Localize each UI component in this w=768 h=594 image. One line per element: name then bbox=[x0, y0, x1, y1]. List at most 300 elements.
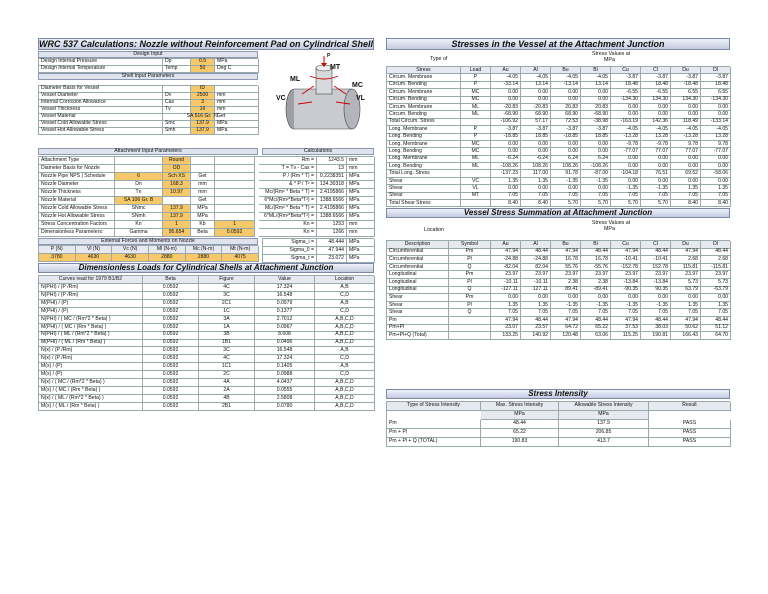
summation-cell: Q bbox=[449, 309, 491, 317]
mc-label: MC bbox=[352, 82, 363, 89]
dimensionless-cell: 0.0592 bbox=[143, 347, 199, 355]
stress-cell: 7.05 bbox=[671, 193, 701, 200]
stress-cell: 0.00 bbox=[611, 111, 641, 118]
intensity-unit: MPa bbox=[559, 411, 649, 420]
stress-cell: -9.78 bbox=[641, 141, 671, 148]
stress-cell: Shear bbox=[387, 178, 461, 185]
summation-cell: 127.11 bbox=[521, 287, 551, 295]
summation-cell: 7.05 bbox=[701, 309, 731, 317]
stress-cell: Circum. Membrane bbox=[387, 89, 461, 96]
intensity-header: Allowable Stress Intensity bbox=[559, 402, 649, 411]
spacer bbox=[387, 411, 481, 420]
force-value: 3780 bbox=[39, 254, 76, 262]
summation-cell: 0.00 bbox=[701, 294, 731, 302]
stress-cell: VC bbox=[461, 178, 491, 185]
stress-cell: 6.55 bbox=[671, 89, 701, 96]
stress-cell: 0.00 bbox=[701, 156, 731, 163]
stress-cell: ML bbox=[461, 111, 491, 118]
stress-cell: 9.78 bbox=[671, 141, 701, 148]
dimensionless-cell: N(PHI) / (P /Rm) bbox=[39, 284, 143, 292]
calc-unit: MPa bbox=[347, 205, 375, 213]
calc-formula: T = Tv - Cas = bbox=[259, 165, 317, 173]
summation-cell: -89.41 bbox=[581, 287, 611, 295]
stress-cell: 8.40 bbox=[491, 200, 521, 207]
summation-cell: -152.78 bbox=[611, 264, 641, 272]
attachment-param-symbol bbox=[115, 157, 163, 165]
summation-cell: 63.06 bbox=[581, 332, 611, 340]
summation-cell: 140.92 bbox=[521, 332, 551, 340]
stress-cell: 18.85 bbox=[521, 134, 551, 141]
intensity-cell: 48.44 bbox=[481, 420, 559, 429]
sigma-value: 23.072 bbox=[317, 255, 347, 263]
external-forces-table bbox=[38, 245, 258, 262]
summation-cell: 16.78 bbox=[551, 256, 581, 264]
attachment-param-extra bbox=[215, 157, 255, 165]
calc-formula: 6*Mc/(Rm²*Beta*T²) = bbox=[259, 197, 317, 205]
dimensionless-cell: 0.0979 bbox=[255, 300, 315, 308]
stress-cell: -13.14 bbox=[551, 82, 581, 89]
stress-cell: 0.00 bbox=[491, 148, 521, 155]
dimensionless-cell: 0.0592 bbox=[143, 316, 199, 324]
calc-formula: Kn = bbox=[259, 229, 317, 237]
attachment-param-unit bbox=[191, 165, 215, 173]
calc-value: 2.4195866 bbox=[317, 189, 347, 197]
attachment-param-value bbox=[163, 197, 191, 205]
summation-cell: 48.44 bbox=[581, 317, 611, 325]
dimensionless-cell: A,B,C,D bbox=[315, 387, 375, 395]
summation-cell: 0.00 bbox=[671, 294, 701, 302]
shell-param-unit: mm bbox=[215, 93, 259, 100]
attachment-param-label: Nozzle Thickness bbox=[39, 189, 115, 197]
design-input-table bbox=[38, 58, 258, 73]
calc-formula: P / (Rm * T) = bbox=[259, 173, 317, 181]
shell-param-unit: Get bbox=[215, 114, 259, 121]
location-label: Location bbox=[424, 227, 445, 233]
stress-header: Al bbox=[521, 67, 551, 74]
stress-cell: -6.24 bbox=[491, 156, 521, 163]
summation-cell: 2.68 bbox=[701, 256, 731, 264]
stress-cell: 0.00 bbox=[611, 163, 641, 170]
sigma-unit: MPa bbox=[347, 239, 375, 247]
dimensionless-cell: 8.608 bbox=[255, 332, 315, 340]
intensity-cell: 190.83 bbox=[481, 438, 559, 447]
stress-cell: MT bbox=[461, 193, 491, 200]
stress-cell: 0.00 bbox=[551, 89, 581, 96]
stress-cell: Long. Membrane bbox=[387, 156, 461, 163]
stress-cell: P bbox=[461, 74, 491, 81]
shell-param-value: 3 bbox=[191, 100, 215, 107]
stress-cell: 68.90 bbox=[551, 111, 581, 118]
stress-cell: -18.85 bbox=[551, 134, 581, 141]
sigma-formula: Sigma_i = bbox=[263, 239, 317, 247]
attachment-param-symbol: Kn bbox=[115, 221, 163, 229]
shell-param-label: Vessel Diameter bbox=[39, 93, 163, 100]
summation-cell: 0.00 bbox=[611, 294, 641, 302]
stress-cell: -4.05 bbox=[611, 126, 641, 133]
stress-cell: 134.30 bbox=[641, 97, 671, 104]
attachment-param-symbol: Tn bbox=[115, 189, 163, 197]
dimensionless-header: Value bbox=[255, 276, 315, 284]
shell-input-table bbox=[38, 85, 258, 135]
stress-cell: 0.00 bbox=[551, 141, 581, 148]
summation-cell: 55.76 bbox=[551, 264, 581, 272]
attachment-param-value: OD bbox=[163, 165, 191, 173]
stress-cell: Shear bbox=[387, 193, 461, 200]
summation-cell: Shear bbox=[387, 309, 449, 317]
sum-sv-label: Stress Values at bbox=[592, 220, 631, 226]
summation-cell: Circumferential bbox=[387, 249, 449, 257]
summation-cell: -13.84 bbox=[611, 279, 641, 287]
summation-header: Cu bbox=[611, 241, 641, 249]
stress-cell: 9.78 bbox=[701, 141, 731, 148]
calc-value: 1253 bbox=[317, 221, 347, 229]
intensity-cell: 65.22 bbox=[481, 429, 559, 438]
stress-cell: -4.05 bbox=[641, 126, 671, 133]
left-title-banner: WRC 537 Calculations: Nozzle without Reinforcement Pad on Cylindrical Shell bbox=[38, 38, 374, 49]
stress-cell: -108.26 bbox=[491, 163, 521, 170]
stress-cell: 1.35 bbox=[701, 185, 731, 192]
calc-unit: MPa bbox=[347, 197, 375, 205]
summation-cell: Pm+Pl+Q (Total) bbox=[387, 332, 449, 340]
dimensionless-cell: A,B,C,D bbox=[315, 324, 375, 332]
dimensionless-cell: 2.5808 bbox=[255, 395, 315, 403]
calc-value: 1388.6566 bbox=[317, 197, 347, 205]
attachment-param-value: 137.9 bbox=[163, 213, 191, 221]
stress-cell: 72.53 bbox=[551, 119, 581, 126]
summation-cell: 38.03 bbox=[641, 325, 671, 333]
stress-cell: -1.35 bbox=[581, 178, 611, 185]
summation-cell: 63.79 bbox=[671, 287, 701, 295]
dimensionless-cell: A,B,C,D bbox=[315, 332, 375, 340]
design-input-value: 0.5 bbox=[191, 59, 215, 66]
force-header: Ml (N-m) bbox=[149, 246, 186, 254]
stress-cell: 20.83 bbox=[551, 104, 581, 111]
intensity-cell: 413.7 bbox=[559, 438, 649, 447]
attachment-param-unit: Get bbox=[191, 197, 215, 205]
dimensionless-cell: 0.0592 bbox=[143, 308, 199, 316]
stress-header: Au bbox=[491, 67, 521, 74]
stress-cell: 0.00 bbox=[521, 141, 551, 148]
force-value: 4075 bbox=[222, 254, 259, 262]
stress-cell: -9.78 bbox=[611, 141, 641, 148]
summation-cell: 51.12 bbox=[701, 325, 731, 333]
sigma-unit: MPa bbox=[347, 255, 375, 263]
dimensionless-cell: A,B bbox=[315, 284, 375, 292]
summation-cell: 23.97 bbox=[551, 271, 581, 279]
summation-cell: 48.44 bbox=[521, 249, 551, 257]
attachment-param-label: Nozzle Pipe NPS | Schedule bbox=[39, 173, 115, 181]
dimensionless-cell: 16.548 bbox=[255, 347, 315, 355]
stress-cell: -4.05 bbox=[491, 74, 521, 81]
summation-cell: 48.44 bbox=[701, 249, 731, 257]
dimensionless-cell: 3C bbox=[199, 292, 255, 300]
dimensionless-header: Figure bbox=[199, 276, 255, 284]
stress-header: Bu bbox=[551, 67, 581, 74]
stress-cell: -137.23 bbox=[491, 170, 521, 177]
summation-cell: Pm bbox=[449, 249, 491, 257]
stress-cell: 0.00 bbox=[671, 163, 701, 170]
calc-formula: & * P / T² = bbox=[259, 181, 317, 189]
dimensionless-cell: 0.0780 bbox=[255, 403, 315, 411]
summation-cell: -115.81 bbox=[701, 264, 731, 272]
dimensionless-cell: 17.324 bbox=[255, 284, 315, 292]
stress-cell: 91.78 bbox=[551, 170, 581, 177]
attachment-param-symbol: 6 bbox=[115, 173, 163, 181]
summation-cell: 190.81 bbox=[641, 332, 671, 340]
stress-cell: 13.14 bbox=[581, 82, 611, 89]
stress-cell: P bbox=[461, 126, 491, 133]
dimensionless-cell: C,D bbox=[315, 371, 375, 379]
stress-cell: 5.70 bbox=[611, 200, 641, 207]
summation-cell: -63.79 bbox=[701, 287, 731, 295]
stress-cell: 18.48 bbox=[701, 82, 731, 89]
dimensionless-cell: M(x) / (P) bbox=[39, 363, 143, 371]
stress-cell: 77.07 bbox=[641, 148, 671, 155]
dimensionless-header: Location bbox=[315, 276, 375, 284]
shell-param-value: 2500 bbox=[191, 93, 215, 100]
shell-param-value: SA 516 Gr. 70 bbox=[186, 113, 219, 120]
stress-cell: 0.00 bbox=[701, 163, 731, 170]
attachment-param-label: Nozzle Material bbox=[39, 197, 115, 205]
summation-cell: -10.41 bbox=[641, 256, 671, 264]
stress-cell: 0.00 bbox=[701, 178, 731, 185]
attachment-param-extra bbox=[215, 197, 255, 205]
dimensionless-cell: 4C bbox=[199, 355, 255, 363]
stress-cell: 5.70 bbox=[581, 200, 611, 207]
intensity-unit: MPa bbox=[481, 411, 559, 420]
summation-cell: -1.35 bbox=[581, 302, 611, 310]
dimensionless-cell: 0.0592 bbox=[143, 387, 199, 395]
summation-cell: -82.04 bbox=[491, 264, 521, 272]
force-header: Mc (N-m) bbox=[186, 246, 223, 254]
stress-cell: -3.87 bbox=[611, 74, 641, 81]
vc-label: VC bbox=[276, 95, 286, 102]
summation-cell: Q bbox=[449, 264, 491, 272]
stress-cell: 0.00 bbox=[581, 148, 611, 155]
attachment-param-symbol: SNmc bbox=[115, 205, 163, 213]
stress-cell: -20.83 bbox=[491, 104, 521, 111]
stress-cell: 7.05 bbox=[521, 193, 551, 200]
intensity-cell: Pm bbox=[387, 420, 481, 429]
attachment-param-extra bbox=[215, 205, 255, 213]
dimensionless-cell: 3A bbox=[199, 316, 255, 324]
summation-cell: 2.68 bbox=[671, 256, 701, 264]
dimensionless-cell: M(x) / (P) bbox=[39, 371, 143, 379]
shell-param-symbol: Smc bbox=[163, 121, 191, 128]
summation-cell: 7.05 bbox=[521, 309, 551, 317]
design-input-header: Design Input bbox=[38, 51, 258, 58]
stress-cell: 13.28 bbox=[701, 134, 731, 141]
summation-cell: 7.05 bbox=[581, 309, 611, 317]
stress-cell: 0.00 bbox=[641, 156, 671, 163]
stress-cell bbox=[461, 200, 491, 207]
attachment-param-label: Dimensionless Parameters: bbox=[39, 229, 115, 237]
stress-cell: -38.98 bbox=[581, 119, 611, 126]
attachment-param-symbol: SNmh bbox=[115, 213, 163, 221]
stress-cell: -4.05 bbox=[581, 74, 611, 81]
dimensionless-header: Beta bbox=[143, 276, 199, 284]
stress-cell: -6.24 bbox=[521, 156, 551, 163]
summation-cell: 65.22 bbox=[581, 325, 611, 333]
dimensionless-cell: 2C bbox=[199, 371, 255, 379]
stress-cell: 0.00 bbox=[491, 185, 521, 192]
summation-cell: 7.05 bbox=[491, 309, 521, 317]
stress-cell: Circum. Bending bbox=[387, 111, 461, 118]
stress-table bbox=[386, 66, 730, 207]
summation-cell: 48.44 bbox=[641, 317, 671, 325]
intensity-cell: Pm + Pl + Q (TOTAL) bbox=[387, 438, 481, 447]
stress-cell: 6.24 bbox=[551, 156, 581, 163]
stress-cell: 108.26 bbox=[521, 163, 551, 170]
dimensionless-cell: 0.0496 bbox=[255, 340, 315, 348]
stress-cell: 1.35 bbox=[521, 178, 551, 185]
calc-value: 2.4195866 bbox=[317, 205, 347, 213]
dimensionless-cell: 0.0592 bbox=[143, 395, 199, 403]
calc-unit: mm bbox=[347, 221, 375, 229]
sigma-formula: Sigma_0 = bbox=[263, 247, 317, 255]
calc-formula: Mc/(Rm² * Beta * T) = bbox=[259, 189, 317, 197]
stress-cell: 0.00 bbox=[701, 104, 731, 111]
attachment-param-value: 10.97 bbox=[163, 189, 191, 197]
stress-cell: -77.07 bbox=[701, 148, 731, 155]
shell-param-label: Vessel Cold Allowable Stress bbox=[39, 121, 163, 128]
summation-cell: 47.94 bbox=[671, 249, 701, 257]
stress-cell: -4.05 bbox=[521, 74, 551, 81]
dimensionless-cell: 0.0988 bbox=[255, 371, 315, 379]
dimensionless-cell: 2B1 bbox=[199, 403, 255, 411]
dimensionless-cell: 0.0592 bbox=[143, 340, 199, 348]
summation-cell: Pl bbox=[449, 279, 491, 287]
dimensionless-cell: C,D bbox=[315, 355, 375, 363]
stress-cell: 5.70 bbox=[641, 200, 671, 207]
dimensionless-cell: C,D bbox=[315, 308, 375, 316]
summation-cell: 48.44 bbox=[641, 249, 671, 257]
summation-cell: 1.35 bbox=[521, 302, 551, 310]
force-header: P (N) bbox=[39, 246, 76, 254]
stress-cell: 117.00 bbox=[521, 170, 551, 177]
dimensionless-cell: 2C1 bbox=[199, 300, 255, 308]
stress-cell: -20.83 bbox=[521, 104, 551, 111]
shell-param-label: Vessel Hot Allowable Stress bbox=[39, 128, 163, 135]
summation-header: Bu bbox=[551, 241, 581, 249]
attachment-param-unit: Beta bbox=[191, 229, 215, 237]
stress-cell: -3.87 bbox=[491, 126, 521, 133]
stress-cell: 142.36 bbox=[641, 119, 671, 126]
summation-header: Cl bbox=[641, 241, 671, 249]
summation-cell: Pm bbox=[449, 294, 491, 302]
sigma-formula: Sigma_t = bbox=[263, 255, 317, 263]
stress-cell: 0.00 bbox=[671, 111, 701, 118]
stress-cell: -3.87 bbox=[641, 74, 671, 81]
attachment-param-label: Nozzle Diameter bbox=[39, 181, 115, 189]
shell-param-label: Diameter Basis for Vessel bbox=[39, 86, 163, 93]
summation-cell: 23.97 bbox=[611, 271, 641, 279]
stress-cell: -87.00 bbox=[581, 170, 611, 177]
stress-cell: Long. Membrane bbox=[387, 126, 461, 133]
summation-cell: Longitudinal bbox=[387, 271, 449, 279]
stress-cell: 18.48 bbox=[641, 82, 671, 89]
force-value: 4630 bbox=[112, 254, 149, 262]
dimensionless-cell: 0.0592 bbox=[143, 379, 199, 387]
attachment-param-unit: MPa bbox=[191, 213, 215, 221]
force-header: Vc (N) bbox=[112, 246, 149, 254]
summation-cell: 5.73 bbox=[701, 279, 731, 287]
summation-cell: 23.97 bbox=[671, 271, 701, 279]
stress-cell: 0.00 bbox=[521, 148, 551, 155]
summation-header: Dl bbox=[701, 241, 731, 249]
stress-cell: 0.00 bbox=[551, 97, 581, 104]
p-label: P bbox=[327, 53, 331, 59]
force-header: Mt (N-m) bbox=[222, 246, 259, 254]
dimensionless-cell: 3B bbox=[199, 332, 255, 340]
stress-cell: 0.00 bbox=[641, 104, 671, 111]
summation-cell: -10.11 bbox=[491, 279, 521, 287]
dimensionless-cell: 0.0555 bbox=[255, 387, 315, 395]
dimensionless-cell: A,B bbox=[315, 363, 375, 371]
stress-cell: MC bbox=[461, 148, 491, 155]
stress-cell: 1.35 bbox=[671, 185, 701, 192]
stress-header: Bl bbox=[581, 67, 611, 74]
design-input-symbol: Temp bbox=[163, 66, 191, 73]
summation-cell: Pm bbox=[449, 271, 491, 279]
summation-cell: 47.94 bbox=[491, 317, 521, 325]
force-value: 4630 bbox=[76, 254, 113, 262]
dimensionless-cell: 1B1 bbox=[199, 340, 255, 348]
stress-cell: 118.49 bbox=[671, 119, 701, 126]
stress-cell: Shear bbox=[387, 185, 461, 192]
calc-unit: MPa bbox=[347, 181, 375, 189]
stress-cell: P bbox=[461, 82, 491, 89]
intensity-cell: PASS bbox=[649, 438, 731, 447]
stress-cell: Total Long. Stress bbox=[387, 170, 461, 177]
stress-cell: -133.14 bbox=[701, 119, 731, 126]
dimensionless-cell: 16.548 bbox=[255, 292, 315, 300]
stress-cell: -108.26 bbox=[581, 163, 611, 170]
summation-cell: 7.05 bbox=[641, 309, 671, 317]
dimensionless-cell: M(PHI) / (P) bbox=[39, 300, 143, 308]
design-input-unit: MPa bbox=[215, 59, 259, 66]
stress-cell: 0.00 bbox=[551, 185, 581, 192]
stress-cell: -1.35 bbox=[641, 185, 671, 192]
stress-cell: 7.05 bbox=[581, 193, 611, 200]
intensity-cell: 137.9 bbox=[559, 420, 649, 429]
attachment-param-unit: MPa bbox=[191, 205, 215, 213]
summation-cell: 1.35 bbox=[491, 302, 521, 310]
dimensionless-cell: A,B,C,D bbox=[315, 403, 375, 411]
stress-header: Dl bbox=[701, 67, 731, 74]
summation-table bbox=[386, 240, 730, 340]
dimensionless-cell: 0.0967 bbox=[255, 324, 315, 332]
stress-cell: -6.55 bbox=[641, 89, 671, 96]
stress-cell: 0.00 bbox=[521, 185, 551, 192]
dimensionless-cell: A,B,C,D bbox=[315, 340, 375, 348]
stress-cell: 8.40 bbox=[671, 200, 701, 207]
stress-cell: -68.90 bbox=[491, 111, 521, 118]
calc-value: 1266 bbox=[317, 229, 347, 237]
dimensionless-cell: 0.0592 bbox=[143, 355, 199, 363]
shell-param-unit: MPa bbox=[215, 128, 259, 135]
stress-cell: -3.87 bbox=[701, 74, 731, 81]
force-value: 2880 bbox=[186, 254, 223, 262]
summation-cell: 47.94 bbox=[611, 317, 641, 325]
summation-cell: 23.97 bbox=[701, 271, 731, 279]
stress-intensity-banner: Stress Intensity bbox=[386, 389, 730, 399]
summation-cell: 64.70 bbox=[701, 332, 731, 340]
attachment-param-extra bbox=[215, 213, 255, 221]
summation-cell bbox=[449, 317, 491, 325]
stress-cell: 18.48 bbox=[611, 82, 641, 89]
dimensionless-cell: 2.7012 bbox=[255, 316, 315, 324]
